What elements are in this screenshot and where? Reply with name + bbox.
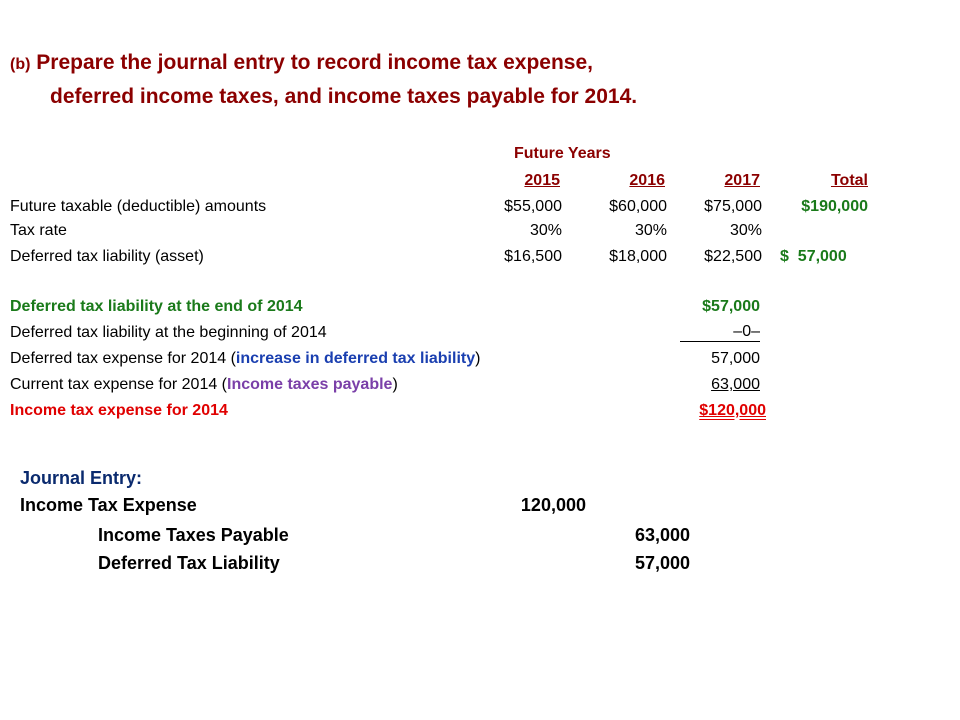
end-liability-value: $57,000 bbox=[702, 298, 760, 315]
future-years-heading: Future Years bbox=[514, 145, 611, 162]
cell-value: 30% bbox=[529, 222, 562, 239]
deferred-expense-value: 57,000 bbox=[711, 350, 760, 367]
year-header-2016: 2016 bbox=[629, 172, 665, 189]
deferred-suffix: ) bbox=[475, 350, 481, 367]
credit-amount: 63,000 bbox=[634, 525, 690, 545]
current-suffix: ) bbox=[392, 376, 398, 393]
title-line-1 bbox=[10, 50, 593, 78]
current-prefix: Current tax expense for 2014 ( bbox=[10, 376, 228, 393]
journal-entry-heading: Journal Entry: bbox=[20, 468, 143, 488]
cell-value: $60,000 bbox=[609, 198, 667, 215]
title-line-2: deferred income taxes, and income taxes payable for 2014. bbox=[50, 85, 638, 108]
row-label-deferred-liability: Deferred tax liability (asset) bbox=[10, 248, 204, 265]
deferred-expense-label bbox=[10, 349, 480, 369]
cell-value: $18,000 bbox=[609, 248, 667, 265]
credit-amount: 57,000 bbox=[634, 553, 690, 573]
total-expense-value: $120,000 bbox=[699, 402, 766, 419]
cell-total: $190,000 bbox=[801, 198, 868, 215]
year-header-2017: 2017 bbox=[724, 172, 760, 189]
debit-account: Income Tax Expense bbox=[20, 495, 197, 515]
cell-value: 30% bbox=[634, 222, 667, 239]
cell-value: 30% bbox=[729, 222, 762, 239]
total-header: Total bbox=[830, 172, 868, 189]
cell-value: $16,500 bbox=[504, 248, 562, 265]
cell-total: $ 57,000 bbox=[780, 248, 847, 265]
cell-value: $22,500 bbox=[704, 248, 762, 265]
current-expense-label bbox=[10, 375, 398, 395]
current-highlight: Income taxes payable bbox=[227, 376, 393, 393]
current-expense-value: 63,000 bbox=[711, 376, 760, 393]
credit-account-income-taxes-payable: Income Taxes Payable bbox=[98, 525, 289, 545]
row-label-taxable-amounts: Future taxable (deductible) amounts bbox=[10, 198, 267, 215]
cell-value: $75,000 bbox=[704, 198, 762, 215]
part-label: (b) bbox=[10, 56, 31, 73]
deferred-highlight: increase in deferred tax liability bbox=[235, 350, 476, 367]
end-liability-label: Deferred tax liability at the end of 2014 bbox=[10, 298, 303, 315]
title-text-1: Prepare the journal entry to record income tax expense, bbox=[36, 51, 593, 74]
row-label-tax-rate: Tax rate bbox=[10, 222, 67, 239]
debit-amount: 120,000 bbox=[520, 495, 586, 515]
deferred-prefix: Deferred tax expense for 2014 ( bbox=[10, 350, 236, 367]
cell-value: $55,000 bbox=[504, 198, 562, 215]
begin-liability-value: –0– bbox=[680, 323, 760, 342]
total-expense-label: Income tax expense for 2014 bbox=[10, 402, 228, 419]
credit-account-deferred-tax-liability: Deferred Tax Liability bbox=[98, 553, 280, 573]
year-header-2015: 2015 bbox=[524, 172, 560, 189]
begin-liability-label: Deferred tax liability at the beginning of 2014 bbox=[10, 324, 327, 341]
